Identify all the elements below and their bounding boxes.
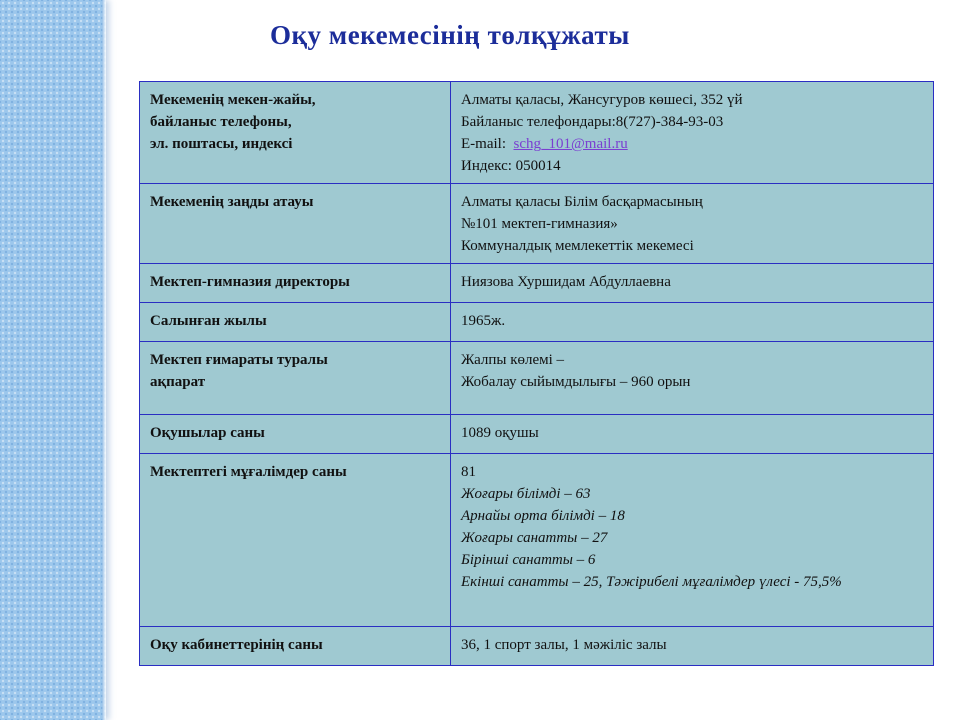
row-value-building-info bbox=[451, 342, 934, 415]
row-value-director: Ниязова Хуршидам Абдуллаевна bbox=[451, 264, 934, 303]
value-line: №101 мектеп-гимназия» bbox=[461, 216, 618, 232]
phone-text: Байланыс телефондары:8(727)-384-93-03 bbox=[461, 114, 724, 130]
table-row-contacts bbox=[140, 82, 934, 184]
row-label-legal-name: Мекеменің заңды атауы bbox=[140, 184, 451, 264]
teachers-detail-line: Жоғары білімді – 63 bbox=[461, 486, 591, 502]
row-value-built-year: 1965ж. bbox=[451, 303, 934, 342]
email-line bbox=[461, 133, 924, 155]
row-value-contacts bbox=[451, 82, 934, 184]
row-label-built-year: Салынған жылы bbox=[140, 303, 451, 342]
row-value-legal-name bbox=[451, 184, 934, 264]
value-line: Коммуналдық мемлекеттік мекемесі bbox=[461, 238, 694, 254]
table-row-students bbox=[140, 415, 934, 454]
label-line: байланыс телефоны, bbox=[150, 114, 292, 130]
table-row-classrooms bbox=[140, 627, 934, 666]
postal-index-text: Индекс: 050014 bbox=[461, 158, 561, 174]
row-label-students: Оқушылар саны bbox=[140, 415, 451, 454]
table-row-director bbox=[140, 264, 934, 303]
email-prefix: E-mail: bbox=[461, 136, 506, 152]
table-row-built-year bbox=[140, 303, 934, 342]
teachers-detail-line: Арнайы орта білімді – 18 bbox=[461, 508, 625, 524]
row-label-director: Мектеп-гимназия директоры bbox=[140, 264, 451, 303]
value-line: Жалпы көлемі – bbox=[461, 352, 565, 368]
row-value-teachers bbox=[451, 454, 934, 627]
address-text: Алматы қаласы, Жансугуров көшесі, 352 үй bbox=[461, 92, 743, 108]
page-title: Оқу мекемесінің төлқұжаты bbox=[270, 20, 630, 50]
school-passport-table bbox=[139, 81, 934, 666]
teachers-total: 81 bbox=[461, 464, 476, 480]
label-line: Мектеп ғимараты туралы bbox=[150, 352, 328, 368]
label-line: ақпарат bbox=[150, 374, 206, 390]
teachers-detail-line: Бірінші санатты – 6 bbox=[461, 552, 596, 568]
label-line: эл. поштасы, индексі bbox=[150, 136, 293, 152]
teachers-detail-line: Жоғары санатты – 27 bbox=[461, 530, 608, 546]
row-label-teachers: Мектептегі мұғалімдер саны bbox=[140, 454, 451, 627]
row-value-classrooms: 36, 1 спорт залы, 1 мәжіліс залы bbox=[451, 627, 934, 666]
row-label-classrooms: Оқу кабинеттерінің саны bbox=[140, 627, 451, 666]
row-value-students: 1089 оқушы bbox=[451, 415, 934, 454]
table-row-teachers bbox=[140, 454, 934, 627]
decorative-side-strip bbox=[0, 0, 106, 720]
label-line: Мекеменің мекен-жайы, bbox=[150, 92, 316, 108]
row-label-building-info bbox=[140, 342, 451, 415]
email-link[interactable]: schg_101@mail.ru bbox=[513, 136, 628, 152]
table-row-building-info bbox=[140, 342, 934, 415]
value-line: Алматы қаласы Білім басқармасының bbox=[461, 194, 703, 210]
value-line: Жобалау сыйымдылығы – 960 орын bbox=[461, 374, 691, 390]
row-label-contacts bbox=[140, 82, 451, 184]
teachers-detail-last-line: Екінші санатты – 25, Тәжірибелі мұғалімдер үлесі - 75,5% bbox=[461, 574, 842, 590]
table-row-legal-name bbox=[140, 184, 934, 264]
